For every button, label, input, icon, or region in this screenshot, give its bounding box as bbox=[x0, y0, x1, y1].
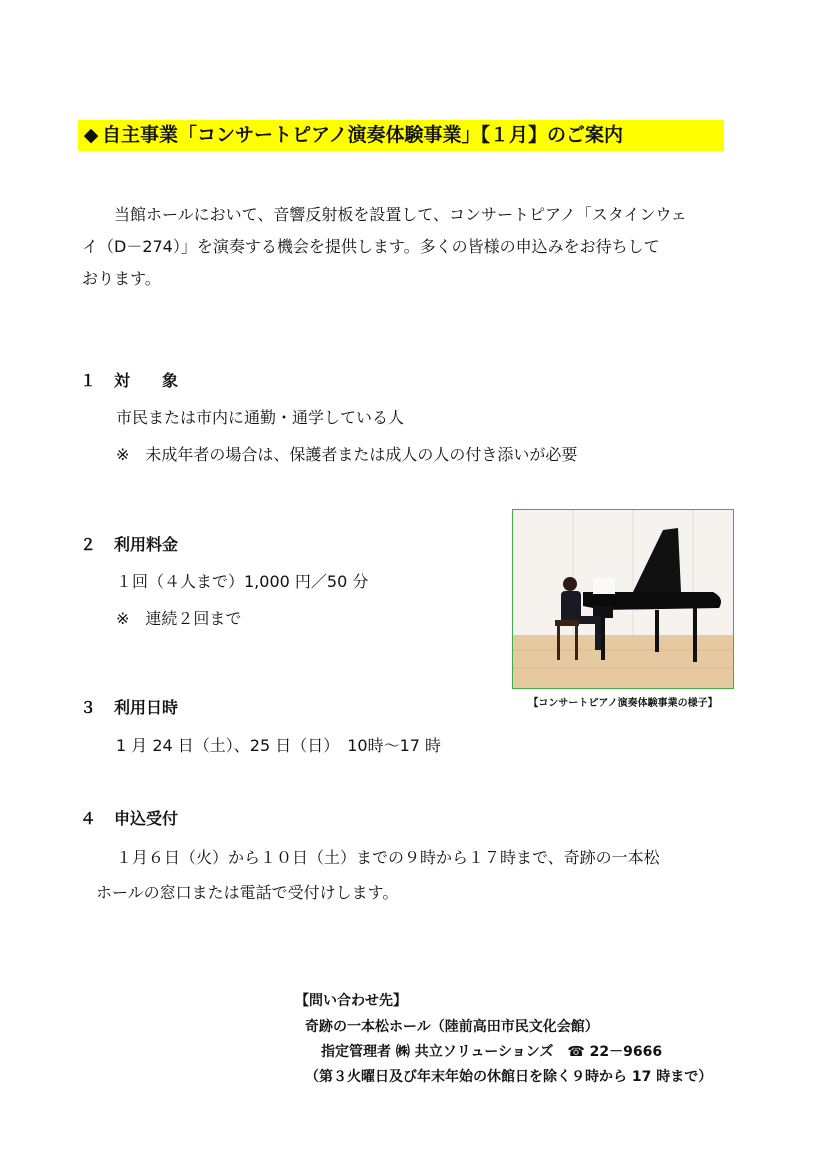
section-2-line-1: １回（４人まで）1,000 円／50 分 bbox=[116, 572, 369, 591]
section-4-line-1: １月６日（火）から１０日（土）までの９時から１７時まで、奇跡の一本松 bbox=[116, 848, 660, 867]
photo-caption: 【コンサートピアノ演奏体験事業の様子】 bbox=[528, 698, 718, 709]
section-number: ４ bbox=[80, 809, 97, 828]
intro-line-3: おります。 bbox=[82, 269, 161, 288]
diamond-icon: ◆ bbox=[83, 124, 99, 146]
intro-line-2: イ（D－274）」を演奏する機会を提供します。多くの皆様の申込みをお待ちして bbox=[82, 237, 660, 256]
section-number: １ bbox=[80, 371, 97, 390]
section-number: ３ bbox=[80, 698, 97, 717]
piano-photo bbox=[512, 509, 734, 689]
page-title bbox=[78, 120, 724, 151]
section-title: 利用料金 bbox=[114, 535, 179, 554]
section-title: 対 象 bbox=[114, 371, 179, 390]
section-2-heading bbox=[80, 532, 178, 555]
contact-venue: 奇跡の一本松ホール（陸前高田市民文化会館） bbox=[305, 1019, 599, 1035]
section-title: 申込受付 bbox=[114, 809, 179, 828]
section-4-heading bbox=[80, 806, 178, 829]
page-title-text: 自主事業「コンサートピアノ演奏体験事業」【１月】のご案内 bbox=[102, 124, 623, 146]
intro-paragraph bbox=[82, 199, 762, 295]
section-1-line-1: 市民または市内に通勤・通学している人 bbox=[116, 408, 405, 427]
section-2-line-2: ※ 連続２回まで bbox=[116, 609, 242, 628]
section-3-heading bbox=[80, 695, 178, 718]
contact-manager: 指定管理者 ㈱ 共立ソリューションズ ☎ 22－9666 bbox=[321, 1044, 663, 1060]
section-title: 利用日時 bbox=[114, 698, 179, 717]
section-3-line-1: 1 月 24 日（土）、25 日（日） 10時～17 時 bbox=[116, 736, 442, 755]
section-4-line-2: ホールの窓口または電話で受付けします。 bbox=[96, 883, 399, 902]
section-1-line-2: ※ 未成年者の場合は、保護者または成人の人の付き添いが必要 bbox=[116, 445, 578, 464]
contact-hours: （第３火曜日及び年末年始の休館日を除く９時から 17 時まで） bbox=[305, 1069, 713, 1085]
piano-performance-image bbox=[513, 510, 733, 688]
intro-line-1: 当館ホールにおいて、音響反射板を設置して、コンサートピアノ「スタインウェ bbox=[114, 205, 687, 224]
contact-label: 【問い合わせ先】 bbox=[295, 993, 407, 1009]
section-number: ２ bbox=[80, 535, 97, 554]
section-1-heading bbox=[80, 368, 178, 391]
